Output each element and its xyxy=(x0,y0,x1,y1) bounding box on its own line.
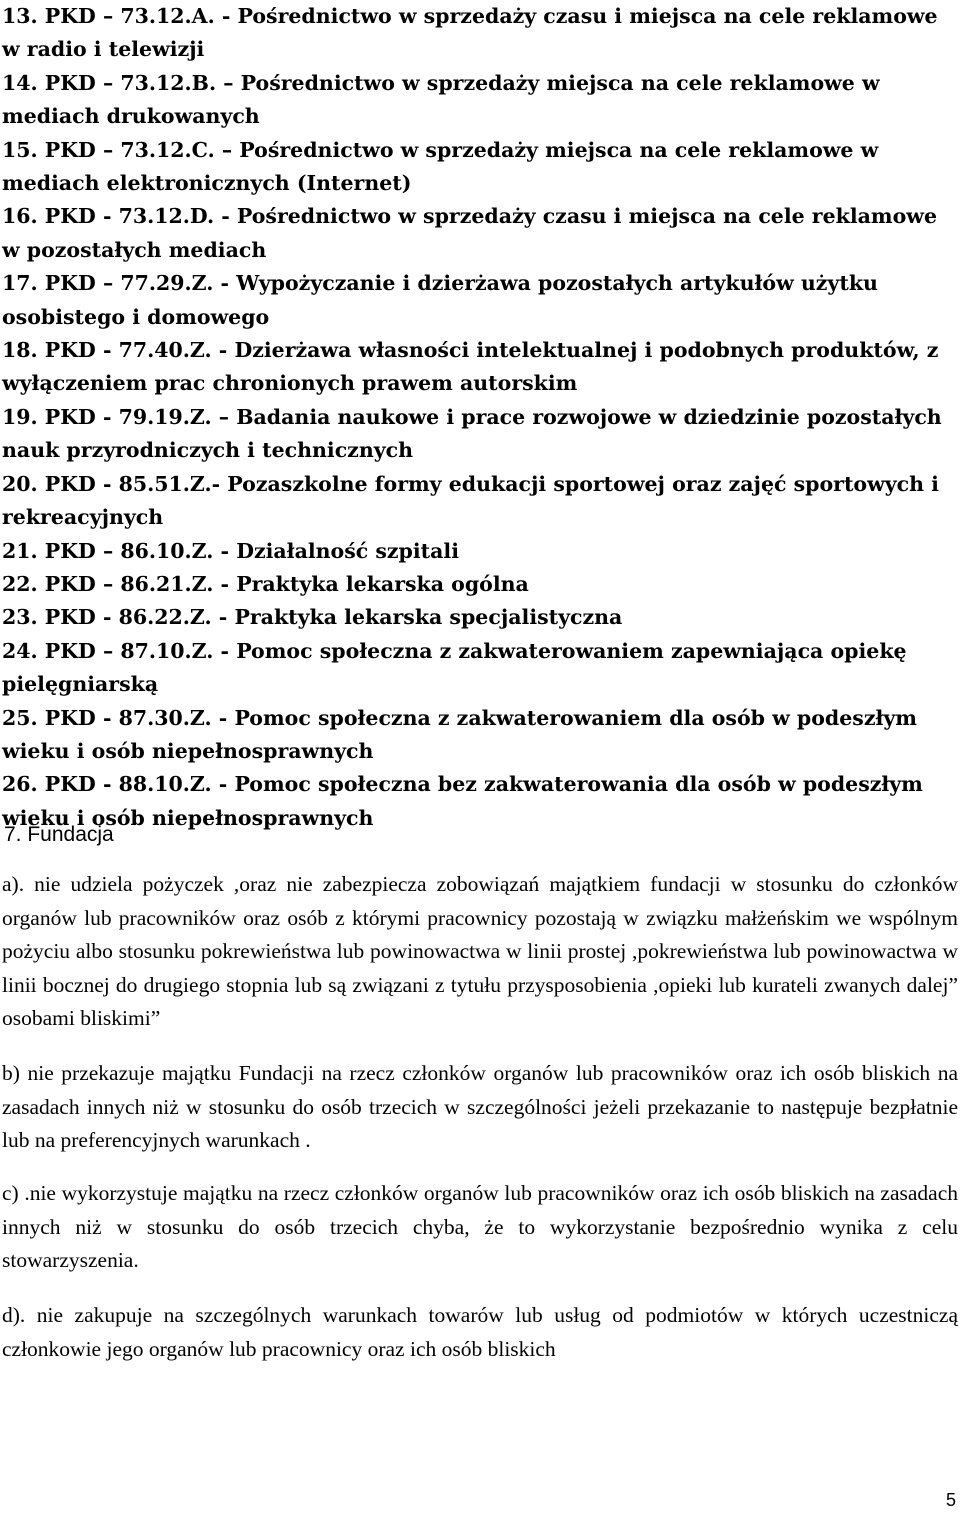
list-item: 13. PKD – 73.12.A. - Pośrednictwo w sprzedaży czasu i miejsca na cele reklamowe w radio i telewizji xyxy=(2,4,938,62)
pkd-code-list xyxy=(2,0,958,835)
page-number: 5 xyxy=(945,1490,956,1510)
list-item: 23. PKD - 86.22.Z. - Praktyka lekarska specjalistyczna xyxy=(2,605,623,630)
list-item: 20. PKD - 85.51.Z.- Pozaszkolne formy edukacji sportowej oraz zajęć sportowych i rekreacyjnych xyxy=(2,471,939,530)
list-item: 19. PKD - 79.19.Z. – Badania naukowe i prace rozwojowe w dziedzinie pozostałych nauk przyrodniczych i technicznych xyxy=(2,404,942,463)
list-item: 22. PKD – 86.21.Z. - Praktyka lekarska ogólna xyxy=(2,571,529,596)
paragraph-b: b) nie przekazuje majątku Fundacji na rzecz członków organów lub pracowników oraz ich osób bliskich na zasadach innych niż w stosunku do osób trzecich w szczególności jeżeli przekazanie to następuje bezpłatnie lub na preferencyjnych warunkach . xyxy=(2,1061,958,1152)
list-item: 25. PKD - 87.30.Z. - Pomoc społeczna z zakwaterowaniem dla osób w podeszłym wieku i osób niepełnosprawnych xyxy=(2,705,917,763)
list-item: 17. PKD – 77.29.Z. - Wypożyczanie i dzierżawa pozostałych artykułów użytku osobistego i domowego xyxy=(2,271,878,329)
list-item: 15. PKD – 73.12.C. – Pośrednictwo w sprzedaży miejsca na cele reklamowe w mediach elektronicznych (Internet) xyxy=(2,137,879,196)
section-heading-fundacja: 7. Fundacja xyxy=(4,823,114,846)
paragraph-d: d). nie zakupuje na szczególnych warunkach towarów lub usług od podmiotów w których uczestniczą członkowie jego organów lub pracownicy oraz ich osób bliskich xyxy=(2,1303,958,1361)
list-item: 14. PKD – 73.12.B. – Pośrednictwo w sprzedaży miejsca na cele reklamowe w mediach drukowanych xyxy=(2,70,880,129)
list-item: 16. PKD - 73.12.D. - Pośrednictwo w sprzedaży czasu i miejsca na cele reklamowe w pozostałych mediach xyxy=(2,204,937,262)
list-item: 26. PKD - 88.10.Z. - Pomoc społeczna bez zakwaterowania dla osób w podeszłym wieku i osób niepełnosprawnych xyxy=(2,772,923,830)
paragraph-a: a). nie udziela pożyczek ,oraz nie zabezpiecza zobowiązań majątkiem fundacji w stosunku do członków organów lub pracowników oraz osób z którymi pracownicy pozostają w związku małżeńskim we wspólnym pożyciu albo stosunku pokrewieństwa lub powinowactwa w linii prostej ,pokrewieństwa lub powinowactwa w linii bocznej do drugiego stopnia lub są związani z tytułu przysposobienia ,opieki lub kurateli zwanych dalej” osobami bliskimi” xyxy=(2,872,958,1030)
list-item: 24. PKD – 87.10.Z. - Pomoc społeczna z zakwaterowaniem zapewniająca opiekę pielęgniarską xyxy=(2,638,907,697)
list-item: 21. PKD – 86.10.Z. - Działalność szpitali xyxy=(2,538,460,563)
paragraph-c: c) .nie wykorzystuje majątku na rzecz członków organów lub pracowników oraz ich osób bliskich na zasadach innych niż w stosunku do osób trzecich chyba, że to wykorzystanie bezpośrednio wynika z celu stowarzyszenia. xyxy=(2,1181,958,1272)
list-item: 18. PKD - 77.40.Z. - Dzierżawa własności intelektualnej i podobnych produktów, z wyłączeniem prac chronionych prawem autorskim xyxy=(2,338,939,396)
